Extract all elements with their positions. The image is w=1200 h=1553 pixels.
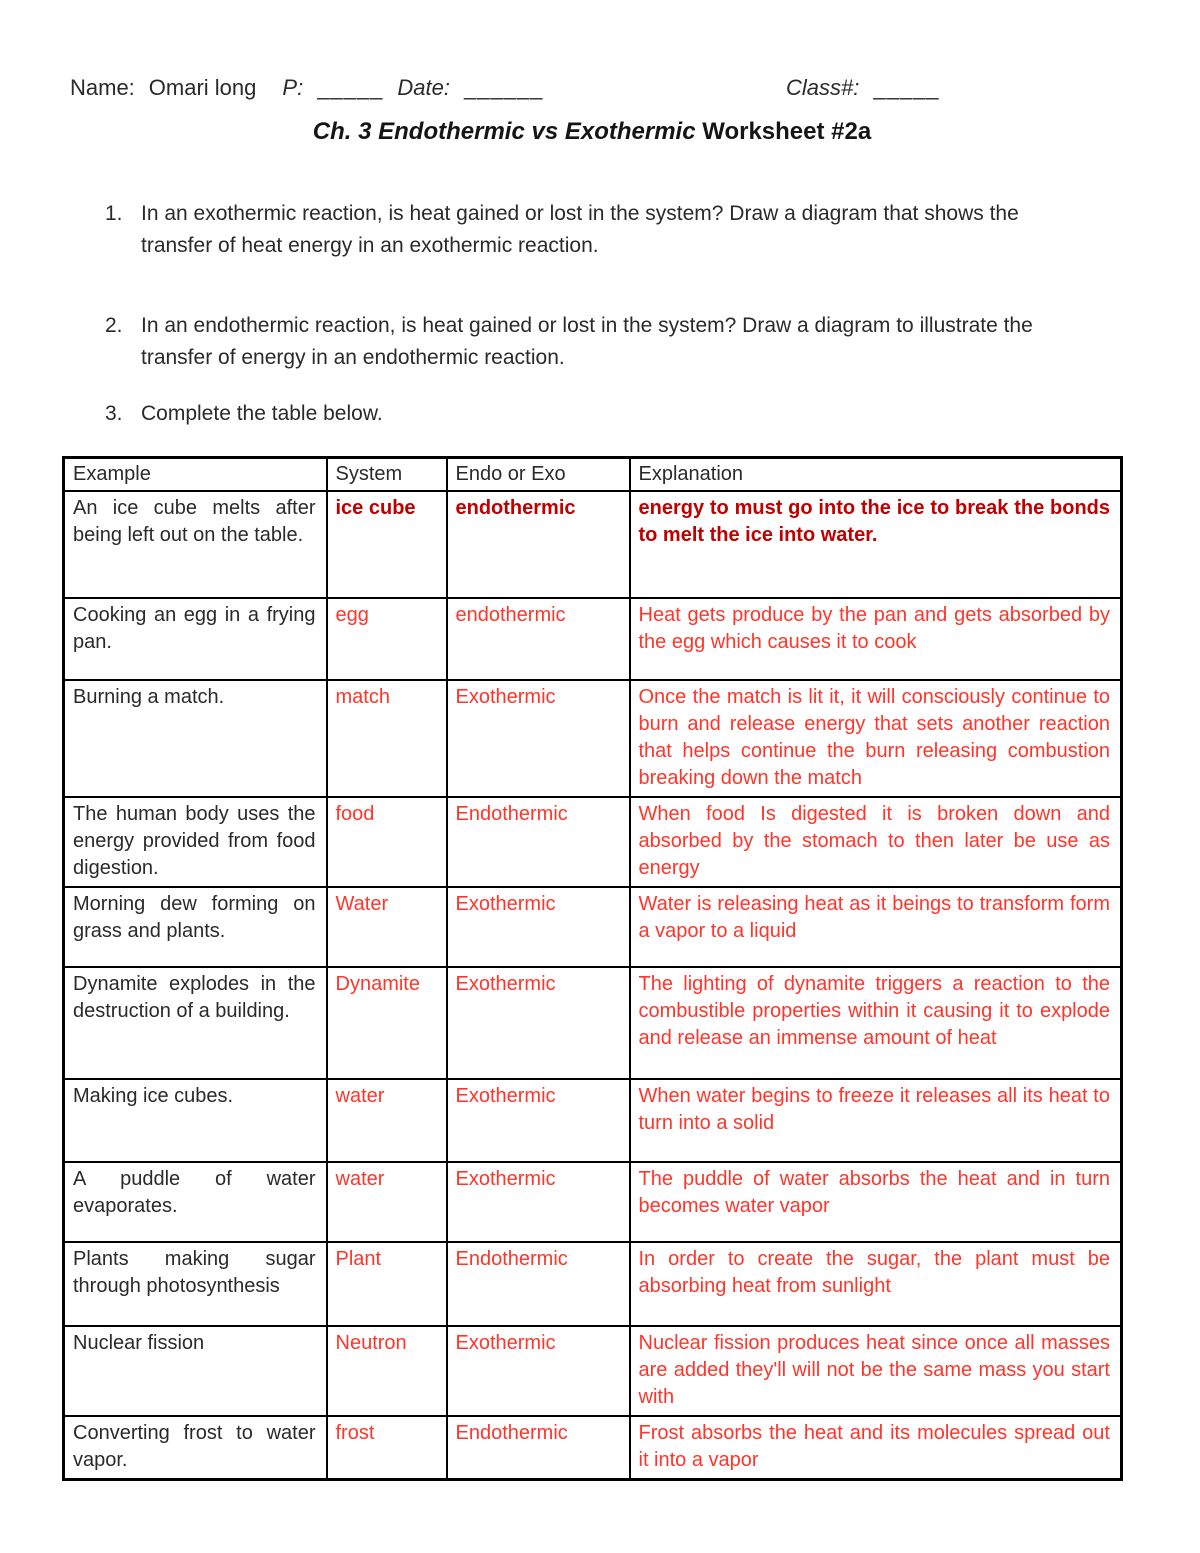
question-text: In an endothermic reaction, is heat gained or lost in the system? Draw a diagram to illustrate the transfer of energy in an endothermic reaction.	[141, 314, 1033, 369]
explanation-cell: energy to must go into the ice to break the bonds to melt the ice into water.	[630, 491, 1122, 598]
question-item	[62, 198, 1122, 262]
endo-cell: endothermic	[447, 598, 630, 680]
table-row	[64, 967, 1122, 1079]
explanation-cell: When food Is digested it is broken down and absorbed by the stomach to then later be use as energy	[630, 797, 1122, 887]
example-cell: Morning dew forming on grass and plants.	[64, 887, 327, 967]
header-system: System	[327, 458, 447, 492]
endo-cell: endothermic	[447, 491, 630, 598]
endo-cell: Exothermic	[447, 887, 630, 967]
system-cell: food	[327, 797, 447, 887]
system-cell: Neutron	[327, 1326, 447, 1416]
table-row	[64, 680, 1122, 797]
table-header-row	[64, 458, 1122, 492]
header-explanation: Explanation	[630, 458, 1122, 492]
explanation-cell: The lighting of dynamite triggers a reaction to the combustible properties within it causing it to explode and release an immense amount of heat	[630, 967, 1122, 1079]
explanation-cell: In order to create the sugar, the plant must be absorbing heat from sunlight	[630, 1242, 1122, 1326]
date-label: Date:	[397, 75, 450, 100]
system-cell: ice cube	[327, 491, 447, 598]
table-row	[64, 1416, 1122, 1480]
name-label: Name:	[70, 75, 135, 100]
period-blank: _____	[317, 75, 384, 100]
title-regular-part: Worksheet #2a	[702, 118, 872, 145]
system-cell: frost	[327, 1416, 447, 1480]
question-number: 2.	[105, 314, 123, 337]
system-cell: water	[327, 1162, 447, 1242]
system-cell: Dynamite	[327, 967, 447, 1079]
name-value: Omari long	[148, 75, 257, 100]
explanation-cell: Water is releasing heat as it beings to transform form a vapor to a liquid	[630, 887, 1122, 967]
example-cell: Plants making sugar through photosynthesis	[64, 1242, 327, 1326]
table-row	[64, 1242, 1122, 1326]
question-item	[62, 310, 1122, 374]
table-row	[64, 797, 1122, 887]
question-number: 1.	[105, 202, 123, 225]
endo-cell: Exothermic	[447, 1326, 630, 1416]
example-cell: Dynamite explodes in the destruction of a building.	[64, 967, 327, 1079]
table-row	[64, 1162, 1122, 1242]
example-cell: A puddle of water evaporates.	[64, 1162, 327, 1242]
example-cell: Converting frost to water vapor.	[64, 1416, 327, 1480]
system-cell: water	[327, 1079, 447, 1162]
example-cell: The human body uses the energy provided from food digestion.	[64, 797, 327, 887]
class-label: Class#:	[786, 75, 860, 100]
period-label: P:	[282, 75, 304, 100]
system-cell: Water	[327, 887, 447, 967]
header-example: Example	[64, 458, 327, 492]
example-cell: Making ice cubes.	[64, 1079, 327, 1162]
table-row	[64, 1079, 1122, 1162]
answers-table	[62, 456, 1123, 1481]
explanation-cell: Once the match is lit it, it will consciously continue to burn and release energy that sets another reaction that helps continue the burn releasing combustion breaking down the match	[630, 680, 1122, 797]
question-item	[62, 398, 1122, 430]
endo-cell: Exothermic	[447, 967, 630, 1079]
table-row	[64, 598, 1122, 680]
table-row	[64, 491, 1122, 598]
system-cell: Plant	[327, 1242, 447, 1326]
explanation-cell: Nuclear fission produces heat since once all masses are added they'll will not be the same mass you start with	[630, 1326, 1122, 1416]
example-cell: Nuclear fission	[64, 1326, 327, 1416]
example-cell: Cooking an egg in a frying pan.	[64, 598, 327, 680]
class-blank: _____	[873, 75, 940, 100]
endo-cell: Endothermic	[447, 797, 630, 887]
explanation-cell: When water begins to freeze it releases all its heat to turn into a solid	[630, 1079, 1122, 1162]
explanation-cell: Frost absorbs the heat and its molecules spread out it into a vapor	[630, 1416, 1122, 1480]
question-text: In an exothermic reaction, is heat gained or lost in the system? Draw a diagram that shows the transfer of heat energy in an exothermic reaction.	[141, 202, 1019, 257]
endo-cell: Endothermic	[447, 1416, 630, 1480]
endo-cell: Exothermic	[447, 680, 630, 797]
header-line	[70, 74, 1122, 102]
system-cell: egg	[327, 598, 447, 680]
explanation-cell: The puddle of water absorbs the heat and in turn becomes water vapor	[630, 1162, 1122, 1242]
header-endo-or-exo: Endo or Exo	[447, 458, 630, 492]
system-cell: match	[327, 680, 447, 797]
page-title	[62, 118, 1122, 146]
date-blank: ______	[463, 75, 544, 100]
explanation-cell: Heat gets produce by the pan and gets absorbed by the egg which causes it to cook	[630, 598, 1122, 680]
endo-cell: Exothermic	[447, 1162, 630, 1242]
endo-cell: Endothermic	[447, 1242, 630, 1326]
question-number: 3.	[105, 402, 123, 425]
class-group	[786, 74, 940, 102]
question-list	[62, 198, 1122, 430]
title-italic-part: Ch. 3 Endothermic vs Exothermic	[312, 118, 696, 145]
example-cell: Burning a match.	[64, 680, 327, 797]
endo-cell: Exothermic	[447, 1079, 630, 1162]
question-text: Complete the table below.	[141, 402, 383, 425]
table-row	[64, 887, 1122, 967]
table-row	[64, 1326, 1122, 1416]
example-cell: An ice cube melts after being left out on the table.	[64, 491, 327, 598]
